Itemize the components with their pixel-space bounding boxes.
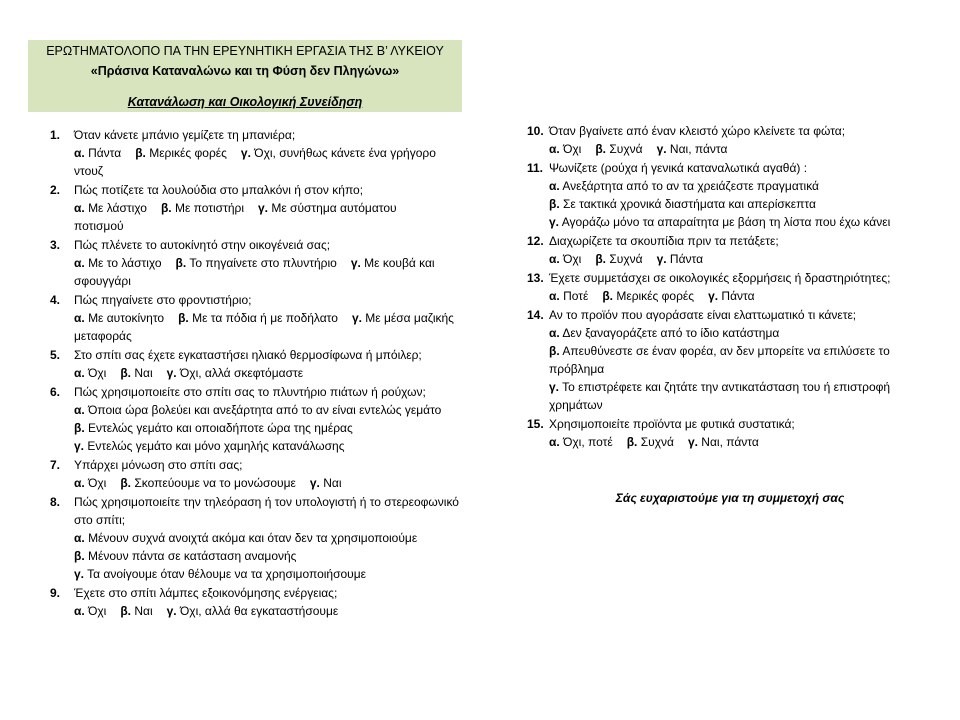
option-text: Εντελώς γεμάτο και μόνο χαμηλής κατανάλωσης	[87, 439, 345, 453]
option-text: Με το λάστιχο	[88, 256, 162, 270]
answer-option[interactable]	[74, 401, 460, 419]
option-letter: β.	[120, 476, 131, 490]
answer-option[interactable]	[595, 252, 642, 266]
option-letter: α.	[549, 289, 560, 303]
answer-option[interactable]	[657, 142, 728, 156]
option-text: Το πηγαίνετε στο πλυντήριο	[189, 256, 337, 270]
answer-options	[50, 529, 460, 583]
option-letter: β.	[74, 549, 85, 563]
option-letter: β.	[595, 142, 606, 156]
option-letter: α.	[74, 604, 85, 618]
question-row	[50, 346, 460, 364]
question-text: Πώς πηγαίνετε στο φροντιστήριο;	[74, 293, 252, 307]
question-row	[527, 232, 927, 250]
answer-option[interactable]	[176, 256, 337, 270]
answer-option[interactable]	[120, 604, 152, 618]
answer-options	[527, 177, 927, 231]
question-text: Πώς χρησιμοποιείτε την τηλεόραση ή τον υπολογιστή ή το στερεοφωνικό στο σπίτι;	[74, 495, 459, 527]
option-letter: α.	[74, 146, 85, 160]
question-row	[50, 236, 460, 254]
answer-options	[50, 144, 460, 180]
option-text: Όχι, συνήθως κάνετε ένα γρήγορο ντουζ	[74, 146, 436, 178]
question-number: 15.	[527, 417, 544, 431]
answer-options	[527, 250, 927, 268]
option-letter: α.	[549, 142, 560, 156]
question-row	[50, 291, 460, 309]
option-text: Δεν ξαναγοράζετε από το ίδιο κατάστημα	[562, 326, 780, 340]
question-number: 4.	[50, 293, 61, 307]
answer-option[interactable]	[549, 342, 927, 378]
option-text: Με τα πόδια ή με ποδήλατο	[192, 311, 338, 325]
option-letter: β.	[175, 256, 187, 270]
answer-option[interactable]	[310, 476, 342, 490]
question-text: Πώς πλένετε το αυτοκίνητό στην οικογένειά σας;	[74, 238, 331, 252]
answer-options	[527, 433, 927, 451]
answer-option[interactable]	[74, 565, 460, 583]
question-row	[527, 159, 927, 177]
question-row	[527, 269, 927, 287]
option-letter: α.	[74, 403, 85, 417]
answer-option[interactable]	[74, 146, 121, 160]
option-text: Με κουβά και σφουγγάρι	[74, 256, 435, 288]
option-letter: α.	[549, 435, 560, 449]
answer-option[interactable]	[74, 419, 460, 437]
option-letter: γ.	[258, 201, 269, 215]
option-text: Ναι	[323, 476, 342, 490]
question-row	[527, 306, 927, 324]
option-text: Πάντα	[669, 252, 704, 266]
answer-options	[50, 199, 460, 235]
option-letter: β.	[549, 344, 560, 358]
option-text: Ποτέ	[563, 289, 589, 303]
option-text: Με αυτοκίνητο	[88, 311, 165, 325]
questionnaire-title: ΕΡΩΤΗΜΑΤΟΛΟΠΟ ΠΑ ΤΗΝ ΕΡΕΥΝΗΤΙΚΗ ΕΡΓΑΣΙΑ ΤΗΣ Β’ ΛΥΚΕΙΟΥ	[46, 44, 444, 58]
question-number: 9.	[50, 586, 61, 600]
option-text: Συχνά	[609, 142, 643, 156]
right-question-column	[527, 122, 927, 452]
option-text: Ναι, πάντα	[669, 142, 728, 156]
option-text: Αγοράζω μόνο τα απαραίτητα με βάση τη λίστα που έχω κάνει	[561, 215, 891, 229]
answer-option[interactable]	[549, 142, 581, 156]
answer-option[interactable]	[74, 256, 162, 270]
option-text: Ναι	[134, 366, 153, 380]
answer-option[interactable]	[120, 366, 152, 380]
question-text: Έχετε στο σπίτι λάμπες εξοικονόμησης ενέργειας;	[74, 586, 338, 600]
option-text: Όποια ώρα βολεύει και ανεξάρτητα από το αν είναι εντελώς γεμάτο	[88, 403, 442, 417]
question-number: 13.	[527, 271, 544, 285]
answer-option[interactable]	[74, 547, 460, 565]
option-text: Μένουν συχνά ανοιχτά ακόμα και όταν δεν τα χρησιμοποιούμε	[88, 531, 418, 545]
option-text: Μερικές φορές	[149, 146, 227, 160]
answer-option[interactable]	[549, 435, 613, 449]
option-letter: γ.	[74, 439, 85, 453]
question-text: Ψωνίζετε (ρούχα ή γενικά καταναλωτικά αγαθά) :	[549, 161, 808, 175]
option-letter: α.	[549, 179, 560, 193]
answer-option[interactable]	[74, 311, 164, 325]
question-number: 6.	[50, 385, 61, 399]
answer-option[interactable]	[74, 529, 460, 547]
option-text: Με μέσα μαζικής μεταφοράς	[74, 311, 454, 343]
question-text: Όταν βγαίνετε από έναν κλειστό χώρο κλείνετε τα φώτα;	[549, 124, 846, 138]
question-row	[527, 415, 927, 433]
option-text: Όχι	[563, 252, 582, 266]
question-row	[50, 456, 460, 474]
answer-option[interactable]	[549, 213, 927, 231]
answer-option[interactable]	[167, 604, 339, 618]
section-subtitle: Κατανάλωση και Οικολογική Συνείδηση	[127, 95, 363, 109]
left-question-column	[50, 126, 460, 621]
answer-option[interactable]	[549, 177, 927, 195]
answer-options	[50, 602, 460, 620]
option-letter: α.	[74, 311, 85, 325]
answer-options	[50, 364, 460, 382]
answer-option[interactable]	[708, 289, 754, 303]
option-text: Όχι	[563, 142, 582, 156]
option-letter: α.	[549, 326, 560, 340]
option-letter: β.	[160, 201, 172, 215]
answer-option[interactable]	[549, 289, 588, 303]
answer-option[interactable]	[135, 146, 227, 160]
question-number: 2.	[50, 183, 61, 197]
question-text: Διαχωρίζετε τα σκουπίδια πριν τα πετάξετε;	[549, 234, 779, 248]
question-number: 11.	[527, 161, 544, 175]
option-letter: β.	[549, 197, 560, 211]
answer-options	[50, 309, 460, 345]
option-letter: α.	[549, 252, 560, 266]
question-number: 12.	[527, 234, 544, 248]
question-row	[50, 383, 460, 401]
option-letter: β.	[120, 366, 131, 380]
option-letter: α.	[74, 476, 85, 490]
answer-option[interactable]	[549, 252, 581, 266]
option-text: Όχι, ποτέ	[563, 435, 613, 449]
option-letter: γ.	[708, 289, 719, 303]
option-letter: γ.	[350, 256, 361, 270]
question-text: Στο σπίτι σας έχετε εγκαταστήσει ηλιακό θερμοσίφωνα ή μπόιλερ;	[74, 348, 422, 362]
question-row	[527, 122, 927, 140]
answer-option[interactable]	[549, 324, 927, 342]
answer-option[interactable]	[595, 142, 642, 156]
option-text: Συχνά	[609, 252, 643, 266]
option-text: Όχι	[88, 476, 107, 490]
option-letter: β.	[626, 435, 638, 449]
option-letter: α.	[74, 256, 85, 270]
answer-option[interactable]	[602, 289, 694, 303]
option-text: Πάντα	[88, 146, 122, 160]
option-letter: β.	[595, 252, 606, 266]
question-number: 3.	[50, 238, 61, 252]
option-text: Ναι, πάντα	[701, 435, 759, 449]
answer-option[interactable]	[74, 604, 106, 618]
option-letter: γ.	[656, 142, 667, 156]
question-number: 8.	[50, 495, 61, 509]
answer-option[interactable]	[74, 146, 436, 178]
answer-option[interactable]	[178, 311, 338, 325]
option-letter: β.	[178, 311, 189, 325]
question-text: Πώς ποτίζετε τα λουλούδια στο μπαλκόνι ή στον κήπο;	[74, 183, 364, 197]
question-text: Αν το προϊόν που αγοράσατε είναι ελαττωματικό τι κάνετε;	[549, 308, 857, 322]
answer-options	[527, 140, 927, 158]
answer-option[interactable]	[74, 366, 106, 380]
option-letter: α.	[74, 201, 85, 215]
option-text: Με ποτιστήρι	[174, 201, 244, 215]
option-letter: β.	[602, 289, 613, 303]
question-row	[50, 584, 460, 602]
question-number: 7.	[50, 458, 61, 472]
question-number: 1.	[50, 128, 61, 142]
option-letter: γ.	[656, 252, 667, 266]
answer-option[interactable]	[549, 195, 927, 213]
option-letter: α.	[74, 366, 85, 380]
option-text: Σε τακτικά χρονικά διαστήματα και απερίσκεπτα	[563, 197, 816, 211]
answer-option[interactable]	[74, 437, 460, 455]
answer-options	[527, 324, 927, 414]
option-text: Το επιστρέφετε και ζητάτε την αντικατάσταση του ή επιστροφή χρημάτων	[549, 380, 891, 412]
option-letter: γ.	[351, 311, 362, 325]
answer-option[interactable]	[167, 366, 303, 380]
option-text: Ανεξάρτητα από το αν τα χρειάζεστε πραγματικά	[562, 179, 819, 193]
option-text: Μερικές φορές	[616, 289, 695, 303]
option-text: Απευθύνεστε σε έναν φορέα, αν δεν μπορείτε να επιλύσετε το πρόβλημα	[549, 344, 890, 376]
answer-options	[527, 287, 927, 305]
answer-option[interactable]	[627, 435, 674, 449]
option-text: Με λάστιχο	[88, 201, 147, 215]
answer-option[interactable]	[688, 435, 759, 449]
question-text: Πώς χρησιμοποιείτε στο σπίτι σας το πλυντήριο πιάτων ή ρούχων;	[74, 385, 426, 399]
option-letter: γ.	[549, 215, 560, 229]
answer-option[interactable]	[657, 252, 703, 266]
answer-option[interactable]	[74, 201, 147, 215]
question-number: 14.	[527, 308, 544, 322]
answer-option[interactable]	[161, 201, 244, 215]
question-number: 10.	[527, 124, 544, 138]
option-text: Μένουν πάντα σε κατάσταση αναμονής	[88, 549, 297, 563]
question-row	[50, 493, 460, 529]
question-text: Έχετε συμμετάσχει σε οικολογικές εξορμήσεις ή δραστηριότητες;	[549, 271, 891, 285]
question-text: Χρησιμοποιείτε προϊόντα με φυτικά συστατικά;	[549, 417, 795, 431]
question-number: 5.	[50, 348, 61, 362]
option-letter: β.	[120, 604, 131, 618]
option-letter: β.	[135, 146, 146, 160]
option-text: Όχι, αλλά θα εγκαταστήσουμε	[179, 604, 339, 618]
option-text: Όχι	[88, 366, 107, 380]
option-letter: γ.	[166, 366, 177, 380]
option-letter: β.	[74, 421, 85, 435]
option-letter: γ.	[166, 604, 177, 618]
option-text: Όχι, αλλά σκεφτόμαστε	[179, 366, 304, 380]
question-text: Όταν κάνετε μπάνιο γεμίζετε τη μπανιέρα;	[74, 128, 296, 142]
option-letter: γ.	[549, 380, 560, 394]
option-text: Εντελώς γεμάτο και οποιαδήποτε ώρα της ημέρας	[88, 421, 353, 435]
answer-option[interactable]	[74, 476, 106, 490]
option-letter: γ.	[687, 435, 698, 449]
option-text: Με σύστημα αυτόματου ποτισμού	[74, 201, 397, 233]
option-text: Τα ανοίγουμε όταν θέλουμε να τα χρησιμοποιήσουμε	[87, 567, 366, 581]
option-letter: γ.	[74, 567, 85, 581]
answer-options	[50, 401, 460, 455]
answer-options	[50, 254, 460, 290]
project-title: «Πράσινα Καταναλώνω και τη Φύση δεν Πληγώνω»	[90, 64, 400, 78]
option-letter: γ.	[309, 476, 320, 490]
question-row	[50, 181, 460, 199]
title-banner	[28, 40, 462, 112]
question-text: Υπάρχει μόνωση στο σπίτι σας;	[74, 458, 243, 472]
question-row	[50, 126, 460, 144]
answer-option[interactable]	[120, 476, 296, 490]
option-text: Όχι	[88, 604, 107, 618]
option-letter: γ.	[240, 146, 251, 160]
option-text: Συχνά	[640, 435, 674, 449]
option-text: Ναι	[134, 604, 153, 618]
option-text: Σκοπεύουμε να το μονώσουμε	[134, 476, 296, 490]
thank-you-note: Σάς ευχαριστούμε για τη συμμετοχή σας	[615, 491, 845, 505]
option-text: Πάντα	[721, 289, 755, 303]
option-letter: α.	[74, 531, 85, 545]
answer-options	[50, 474, 460, 492]
answer-option[interactable]	[549, 378, 927, 414]
